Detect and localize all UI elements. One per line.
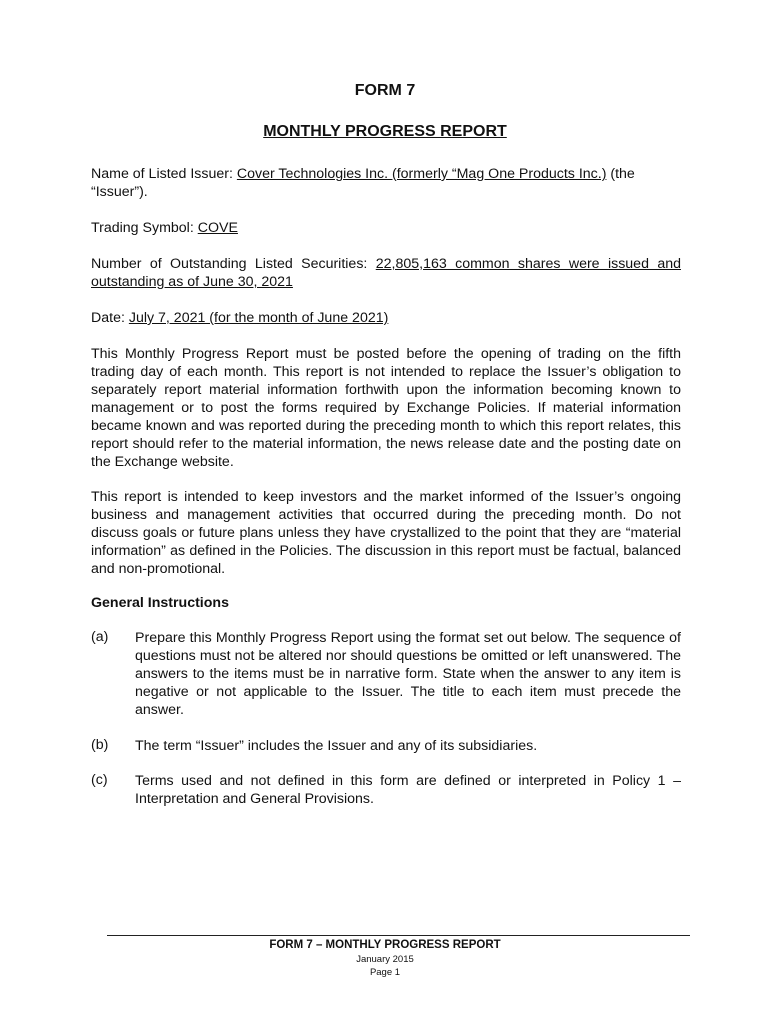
instructions-heading: General Instructions bbox=[91, 595, 229, 611]
trading-symbol-label: Trading Symbol: bbox=[91, 220, 198, 236]
purpose-paragraph: This report is intended to keep investors and the market informed of the Issuer’s ongoing business and management activities that occurred during the preceding month. Do not discuss goals or future plans unless they have crystallized to the point that they are “material information” as defined in the Policies. The discussion in this report must be factual, balanced and non-promotional. bbox=[91, 489, 681, 577]
outstanding-securities-label: Number of Outstanding Listed Securities: bbox=[91, 256, 376, 272]
instruction-text: Terms used and not defined in this form are defined or interpreted in Policy 1 – Interpretation and General Provisions. bbox=[135, 773, 681, 807]
instruction-label: (c) bbox=[91, 772, 108, 788]
instruction-label: (a) bbox=[91, 629, 109, 645]
date-label: Date: bbox=[91, 310, 129, 326]
issuer-name: Cover Technologies Inc. (formerly “Mag One Products Inc.) bbox=[236, 166, 607, 182]
form-title: FORM 7 bbox=[354, 82, 416, 99]
outstanding-securities-line bbox=[91, 255, 681, 291]
footer-title: FORM 7 – MONTHLY PROGRESS REPORT bbox=[269, 939, 501, 951]
issuer-suffix: (the “Issuer”). bbox=[91, 166, 635, 200]
report-title: MONTHLY PROGRESS REPORT bbox=[263, 123, 507, 140]
instruction-text: The term “Issuer” includes the Issuer and any of its subsidiaries. bbox=[135, 738, 538, 754]
issuer-line bbox=[91, 165, 681, 201]
trading-symbol-value: COVE bbox=[197, 220, 238, 236]
outstanding-securities-value: 22,805,163 common shares were issued and outstanding as of June 30, 2021 bbox=[91, 256, 681, 290]
issuer-label: Name of Listed Issuer: bbox=[91, 166, 237, 182]
instruction-label: (b) bbox=[91, 737, 109, 753]
footer-divider bbox=[107, 935, 690, 936]
instruction-text: Prepare this Monthly Progress Report using the format set out below. The sequence of questions must not be altered nor should questions be omitted or left unanswered. The answers to the items must be in narrative form. State when the answer to any item is negative or not applicable to the Issuer. The title to each item must precede the answer. bbox=[135, 630, 681, 718]
date-line bbox=[91, 309, 681, 327]
posting-paragraph: This Monthly Progress Report must be posted before the opening of trading on the fifth trading day of each month. This report is not intended to replace the Issuer’s obligation to separately report material information forthwith upon the information becoming known to management or to post the forms required by Exchange Policies. If material information became known and was reported during the preceding month to which this report relates, this report should refer to the material information, the news release date and the posting date on the Exchange website. bbox=[91, 346, 681, 470]
page-number: Page 1 bbox=[369, 967, 401, 978]
date-value: July 7, 2021 (for the month of June 2021) bbox=[128, 310, 389, 326]
footer-date: January 2015 bbox=[356, 954, 414, 965]
trading-symbol-line bbox=[91, 219, 681, 237]
